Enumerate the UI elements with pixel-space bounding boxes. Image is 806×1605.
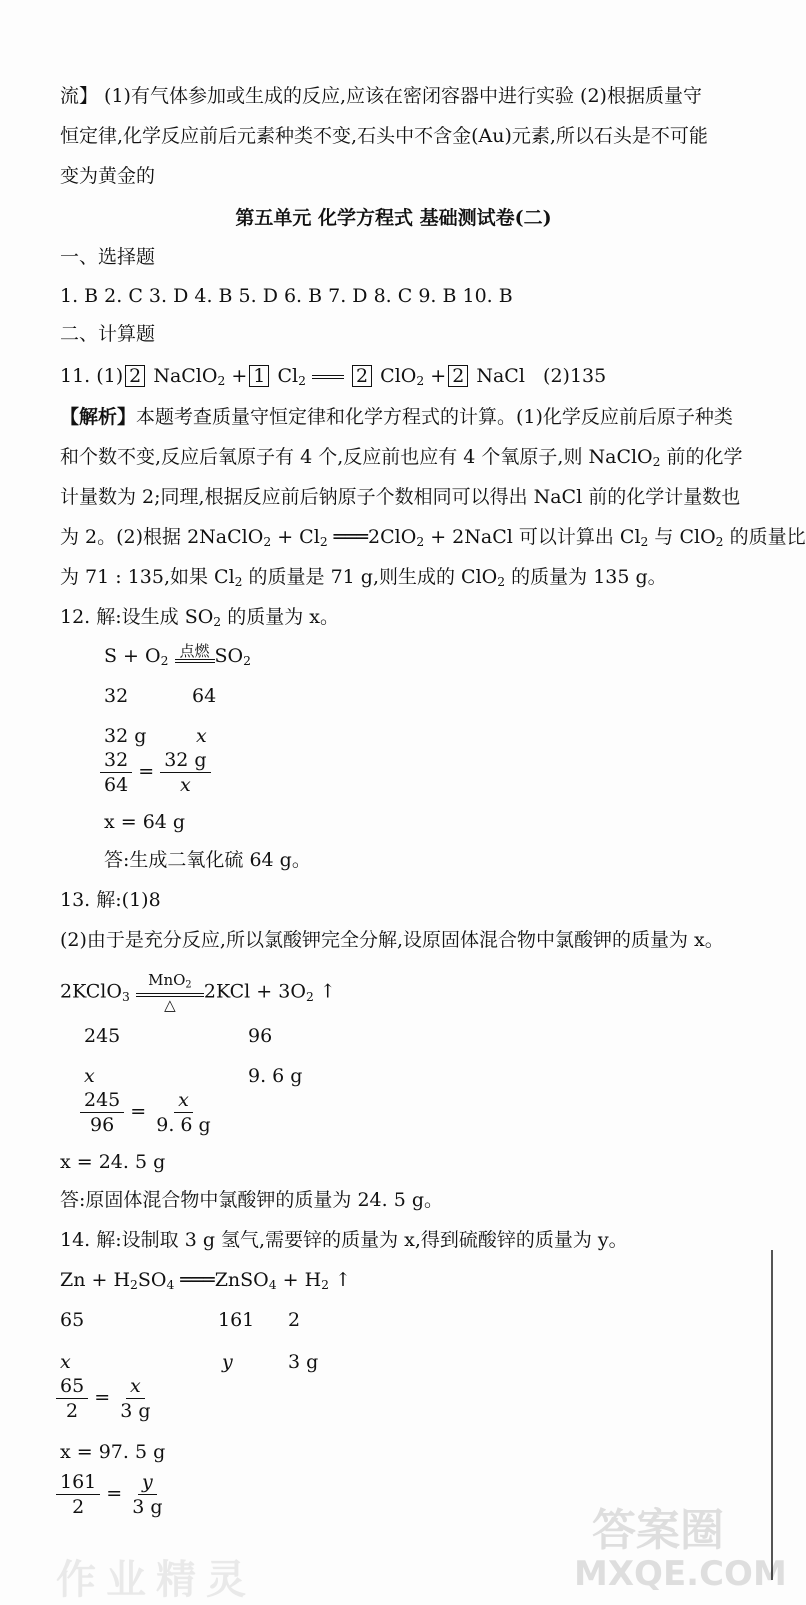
- coef-box-4: 2: [448, 365, 468, 387]
- q12-intro-a: 12. 解:设生成 SO: [60, 606, 214, 628]
- frac-num: 65: [56, 1374, 88, 1399]
- q14-intro: 14. 解:设制取 3 g 氢气,需要锌的质量为 x,得到硫酸锌的质量为 y。: [60, 1229, 628, 1251]
- frac-num: y: [138, 1470, 157, 1495]
- q11-analysis-5: 为 71 : 135,如果 $Cl_2$ 的质量是 71 g,则生成的 ClO$_2$ 的质量为 135 g。: [60, 566, 667, 590]
- q13-molar-mass-2: 96: [248, 1025, 273, 1047]
- q13-eq-left: 2KClO: [60, 980, 122, 1003]
- intro-line-1: 流】 (1)有气体参加或生成的反应,应该在密闭容器中进行实验 (2)根据质量守: [60, 85, 702, 107]
- q11-prefix: 11. (1): [60, 365, 124, 387]
- catalyst-text: MnO: [148, 971, 186, 989]
- q12-molar-mass-2: 64: [192, 685, 217, 707]
- q14-eq-d: + H: [276, 1269, 322, 1291]
- q12-proportion: $\frac{32}{64}$ = $\frac{32 g}{x}$: [100, 748, 211, 797]
- watermark-url: MXQE.COM: [574, 1554, 787, 1594]
- formula-cl2: Cl: [277, 365, 299, 387]
- q14-equation: $Zn + H_2SO_4$ ═══ZnSO$_4$ + $H_2$ ↑: [60, 1269, 351, 1293]
- intro-line-2: 恒定律,化学反应前后元素种类不变,石头中不含金(Au)元素,所以石头是不可能: [60, 125, 708, 147]
- choice-answers: 1. B 2. C 3. D 4. B 5. D 6. B 7. D 8. C 9. B 10. B: [60, 285, 513, 307]
- q13-answer: 答:原固体混合物中氯酸钾的质量为 24. 5 g。: [60, 1189, 443, 1211]
- analysis-tag: 【解析】: [60, 406, 137, 428]
- q14-value-2: y: [222, 1351, 233, 1373]
- section-heading-choice: 一、选择题: [60, 246, 156, 268]
- frac-den: 3 g: [120, 1400, 151, 1422]
- q11-answer: 11. (1) 2 NaClO$_2$ + 1 $Cl_2$ 2 ClO$_2$ + 2 NaCl (2)135: [60, 365, 607, 389]
- q14-molar-mass-3: 2: [288, 1309, 301, 1331]
- page-edge-line: [771, 1250, 773, 1580]
- q14-proportion-x: $\frac{65}{2}$ = $\frac{x}{3 g}$: [56, 1374, 154, 1423]
- q12-equation: $S + O_2$ 点燃 $SO_2$: [104, 642, 251, 669]
- fraction: [100, 748, 132, 797]
- q11-part2: (2)135: [543, 365, 607, 387]
- analysis-text-4c: ═══2ClO: [327, 526, 417, 548]
- fraction: [160, 748, 210, 797]
- frac-num: 32: [100, 748, 132, 773]
- analysis-text-4d: + 2NaCl 可以计算出 Cl: [424, 526, 641, 548]
- frac-num: 245: [80, 1088, 124, 1113]
- q14-value-1: x: [60, 1351, 71, 1373]
- frac-den: 2: [72, 1496, 85, 1518]
- formula-nacl: NaCl: [476, 365, 525, 387]
- frac-den: 64: [104, 774, 129, 796]
- gas-arrow: ↑: [329, 1269, 351, 1291]
- q12-answer: 答:生成二氧化硫 64 g。: [104, 849, 311, 871]
- analysis-text-4a: 为 2。(2)根据 2NaClO: [60, 526, 264, 548]
- fraction: [128, 1470, 166, 1519]
- catalyst: MnO$_2$: [148, 971, 192, 991]
- q13-value-1: x: [84, 1065, 95, 1087]
- coef-box-1: 2: [125, 365, 145, 387]
- analysis-text-5c: 的质量为 135 g。: [505, 566, 667, 588]
- frac-num: x: [174, 1088, 193, 1113]
- fraction: [116, 1374, 154, 1423]
- formula-clo2: ClO: [380, 365, 417, 387]
- gas-arrow: ↑: [313, 980, 336, 1003]
- analysis-text-1: 本题考查质量守恒定律和化学方程式的计算。(1)化学反应前后原子种类: [136, 406, 733, 428]
- coef-box-2: 1: [249, 365, 269, 387]
- q13-eq-right: 2KCl + 3O: [203, 980, 306, 1003]
- fraction: [56, 1470, 100, 1519]
- q13-equation: 2KClO$_3$ MnO$_2$ △ $2KCl + 3O_2$ ↑: [60, 971, 336, 1015]
- q12-eq-left: S + O: [104, 645, 161, 667]
- q11-analysis-1: [60, 403, 733, 431]
- q14-eq-a: Zn + H: [60, 1269, 131, 1291]
- q11-analysis-3: 计量数为 2;同理,根据反应前后钠原子个数相同可以得出 NaCl 前的化学计量数也: [60, 486, 741, 508]
- intro-line-3: 变为黄金的: [60, 165, 156, 187]
- frac-den: 9. 6 g: [156, 1114, 211, 1136]
- frac-den: 3 g: [132, 1496, 163, 1518]
- q13-proportion: $\frac{245}{96}$ = $\frac{x}{9. 6 g}$: [80, 1088, 215, 1137]
- q14-molar-mass-2: 161: [218, 1309, 255, 1331]
- frac-den: 2: [66, 1400, 79, 1422]
- analysis-text-2b: 前的化学: [660, 446, 743, 468]
- q13-part2: (2)由于是充分反应,所以氯酸钾完全分解,设原固体混合物中氯酸钾的质量为 x。: [60, 929, 724, 951]
- frac-num: 161: [56, 1470, 100, 1495]
- q14-molar-mass-1: 65: [60, 1309, 85, 1331]
- analysis-text-4f: 的质量比: [723, 526, 806, 548]
- analysis-text-5b: 的质量是 71 g,则生成的 ClO: [242, 566, 498, 588]
- coef-box-3: 2: [352, 365, 372, 387]
- q12-molar-mass-1: 32: [104, 685, 129, 707]
- fraction: [56, 1374, 88, 1423]
- q14-proportion-y: $\frac{161}{2}$ = $\frac{y}{3 g}$: [56, 1470, 167, 1519]
- watermark-logo: 答案圈: [592, 1505, 724, 1556]
- frac-den: 96: [90, 1114, 115, 1136]
- formula-naclo2: NaClO: [153, 365, 218, 387]
- q13-molar-mass-1: 245: [84, 1025, 121, 1047]
- q12-value-1: 32 g: [104, 725, 147, 747]
- q14-result: x = 97. 5 g: [60, 1441, 166, 1463]
- frac-num: 32 g: [160, 748, 210, 773]
- q12-intro: 12. 解:设生成 $SO_2$ 的质量为 x。: [60, 606, 339, 630]
- reaction-equals: [312, 375, 344, 379]
- q12-intro-b: 的质量为 x。: [221, 606, 339, 628]
- q11-analysis-4: 为 2。(2)根据 2NaClO$_2$ + $Cl_2$ ═══2ClO$_2$ + 2NaCl 可以计算出 $Cl_2$ 与 ClO$_2$ 的质量比: [60, 526, 806, 550]
- q14-eq-c: ═══ZnSO: [180, 1269, 269, 1291]
- fraction: [80, 1088, 124, 1137]
- q13-result: x = 24. 5 g: [60, 1151, 166, 1173]
- q12-reaction-arrow: [175, 643, 215, 663]
- q12-result: x = 64 g: [104, 811, 186, 833]
- analysis-text-4b: + Cl: [271, 526, 320, 548]
- page-title: 第五单元 化学方程式 基础测试卷(二): [235, 207, 552, 229]
- q14-value-3: 3 g: [288, 1351, 319, 1373]
- condition-ignite: 点燃: [179, 642, 210, 660]
- analysis-text-4e: 与 ClO: [648, 526, 716, 548]
- q11-analysis-2: 和个数不变,反应后氧原子有 4 个,反应前也应有 4 个氧原子,则 NaClO$_2$ 前的化学: [60, 446, 743, 470]
- frac-den: x: [180, 774, 191, 796]
- q14-eq-b: SO: [137, 1269, 167, 1291]
- analysis-text-2: 和个数不变,反应后氧原子有 4 个,反应前也应有 4 个氧原子,则 NaClO: [60, 446, 653, 468]
- section-heading-calc: 二、计算题: [60, 323, 156, 345]
- frac-num: x: [126, 1374, 145, 1399]
- fraction: [152, 1088, 214, 1137]
- q13-value-2: 9. 6 g: [248, 1065, 303, 1087]
- q12-eq-right: SO: [214, 645, 244, 667]
- q13-part1: 13. 解:(1)8: [60, 889, 161, 911]
- heat-symbol: △: [164, 996, 176, 1015]
- q13-reaction-arrow: [136, 972, 204, 1013]
- analysis-text-5a: 为 71 : 135,如果 Cl: [60, 566, 235, 588]
- watermark-bottom-left: 作业精灵: [56, 1557, 256, 1603]
- q12-value-2: x: [196, 725, 207, 747]
